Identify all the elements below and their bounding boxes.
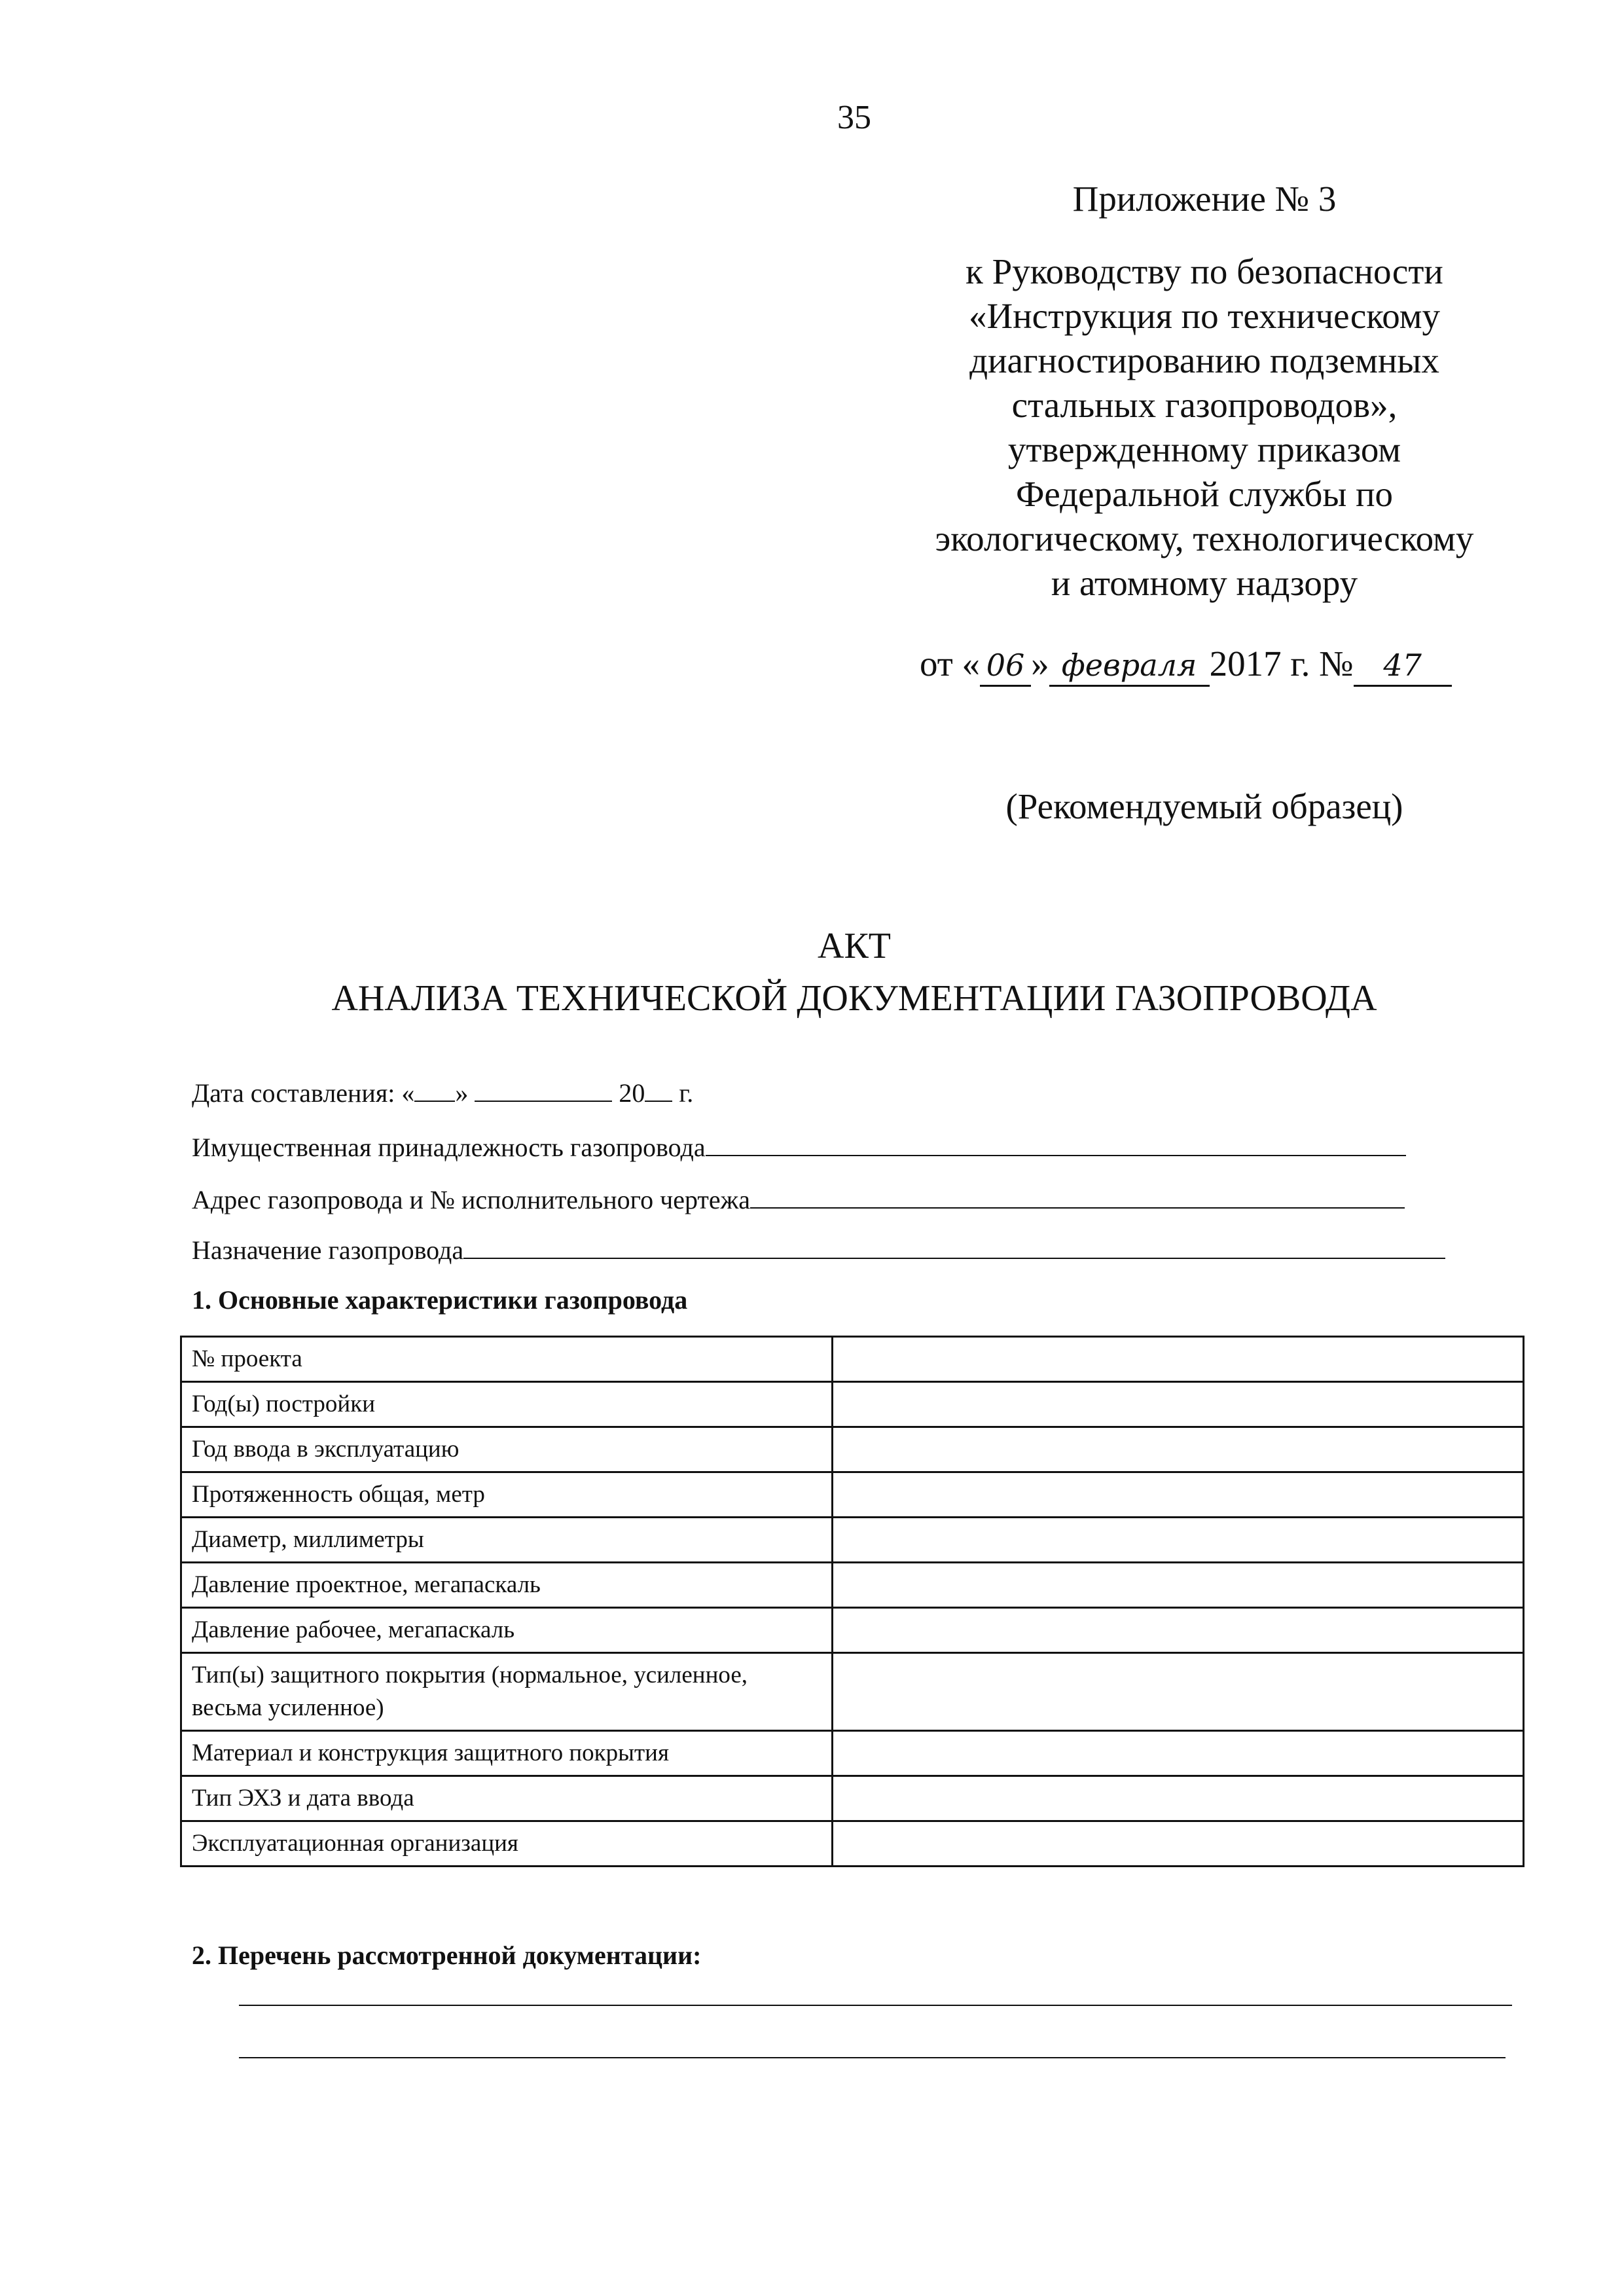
date-label: Дата составления: « (192, 1078, 415, 1108)
appendix-reference (851, 249, 1558, 606)
date-quote: » (455, 1078, 469, 1108)
date-year-prefix: 20 (619, 1078, 645, 1108)
table-row (181, 1563, 1524, 1608)
appendix-line: экологическому, технологическому (935, 519, 1474, 558)
date-field (192, 1077, 693, 1110)
row-label: Год(ы) постройки (181, 1382, 833, 1427)
section-1-title: 1. Основные характеристики газопровода (192, 1285, 688, 1315)
row-value[interactable] (833, 1427, 1524, 1472)
appendix-line: Федеральной службы по (1015, 474, 1394, 514)
purpose-blank[interactable] (463, 1235, 1445, 1259)
row-label: Тип(ы) защитного покрытия (нормальное, усиленное, весьма усиленное) (181, 1653, 833, 1731)
ownership-label: Имущественная принадлежность газопровода (192, 1133, 706, 1162)
row-value[interactable] (833, 1821, 1524, 1867)
ownership-field (192, 1131, 1406, 1164)
act-title: АКТ (818, 926, 891, 966)
table-row (181, 1427, 1524, 1472)
row-label: Протяженность общая, метр (181, 1472, 833, 1518)
row-label: Давление рабочее, мегапаскаль (181, 1608, 833, 1653)
row-label: Материал и конструкция защитного покрытия (181, 1731, 833, 1776)
row-value[interactable] (833, 1382, 1524, 1427)
appendix-line: и атомному надзору (1051, 563, 1358, 603)
row-value[interactable] (833, 1608, 1524, 1653)
address-label: Адрес газопровода и № исполнительного чертежа (192, 1185, 751, 1214)
approval-prefix: от « (920, 644, 981, 683)
act-subtitle: АНАЛИЗА ТЕХНИЧЕСКОЙ ДОКУМЕНТАЦИИ ГАЗОПРОВОДА (331, 978, 1377, 1019)
row-value[interactable] (833, 1653, 1524, 1731)
table-row (181, 1472, 1524, 1518)
appendix-line: к Руководству по безопасности (965, 251, 1443, 291)
approval-month-handwritten: февраля (1049, 646, 1210, 687)
table-row (181, 1821, 1524, 1867)
ownership-blank[interactable] (706, 1133, 1406, 1156)
date-year-blank[interactable] (645, 1078, 672, 1102)
act-heading (0, 920, 1624, 1025)
table-row (181, 1518, 1524, 1563)
row-label: № проекта (181, 1337, 833, 1382)
appendix-line: утвержденному приказом (1007, 429, 1401, 469)
row-value[interactable] (833, 1776, 1524, 1821)
row-value[interactable] (833, 1563, 1524, 1608)
date-month-blank[interactable] (475, 1078, 612, 1102)
table-row (181, 1731, 1524, 1776)
appendix-line: стальных газопроводов», (1011, 385, 1398, 425)
row-label: Год ввода в эксплуатацию (181, 1427, 833, 1472)
approval-day-handwritten: 06 (980, 646, 1031, 687)
documentation-line-1[interactable] (239, 2005, 1512, 2006)
row-label: Давление проектное, мегапаскаль (181, 1563, 833, 1608)
table-row (181, 1653, 1524, 1731)
date-day-blank[interactable] (414, 1078, 455, 1102)
address-blank[interactable] (750, 1185, 1405, 1209)
row-value[interactable] (833, 1518, 1524, 1563)
section-2-title: 2. Перечень рассмотренной документации: (192, 1941, 702, 1970)
row-value[interactable] (833, 1337, 1524, 1382)
appendix-line: диагностированию подземных (969, 340, 1439, 380)
table-row (181, 1337, 1524, 1382)
table-row (181, 1382, 1524, 1427)
approval-order-line (920, 643, 1452, 687)
approval-quote: » (1031, 644, 1049, 683)
approval-number-handwritten: 47 (1354, 646, 1452, 687)
date-suffix: г. (679, 1078, 694, 1108)
approval-year: 2017 г. № (1209, 644, 1354, 683)
appendix-line: «Инструкция по техническому (969, 296, 1440, 336)
table-row (181, 1776, 1524, 1821)
page-number: 35 (837, 99, 871, 136)
row-label: Диаметр, миллиметры (181, 1518, 833, 1563)
row-label: Тип ЭХЗ и дата ввода (181, 1776, 833, 1821)
row-value[interactable] (833, 1731, 1524, 1776)
row-label: Эксплуатационная организация (181, 1821, 833, 1867)
row-value[interactable] (833, 1472, 1524, 1518)
purpose-label: Назначение газопровода (192, 1235, 464, 1265)
appendix-title: Приложение № 3 (1072, 179, 1337, 219)
characteristics-table (180, 1336, 1525, 1867)
recommended-sample-note: (Рекомендуемый образец) (1005, 786, 1403, 826)
table-row (181, 1608, 1524, 1653)
documentation-line-2[interactable] (239, 2057, 1506, 2058)
address-field (192, 1184, 1405, 1216)
purpose-field (192, 1234, 1445, 1267)
